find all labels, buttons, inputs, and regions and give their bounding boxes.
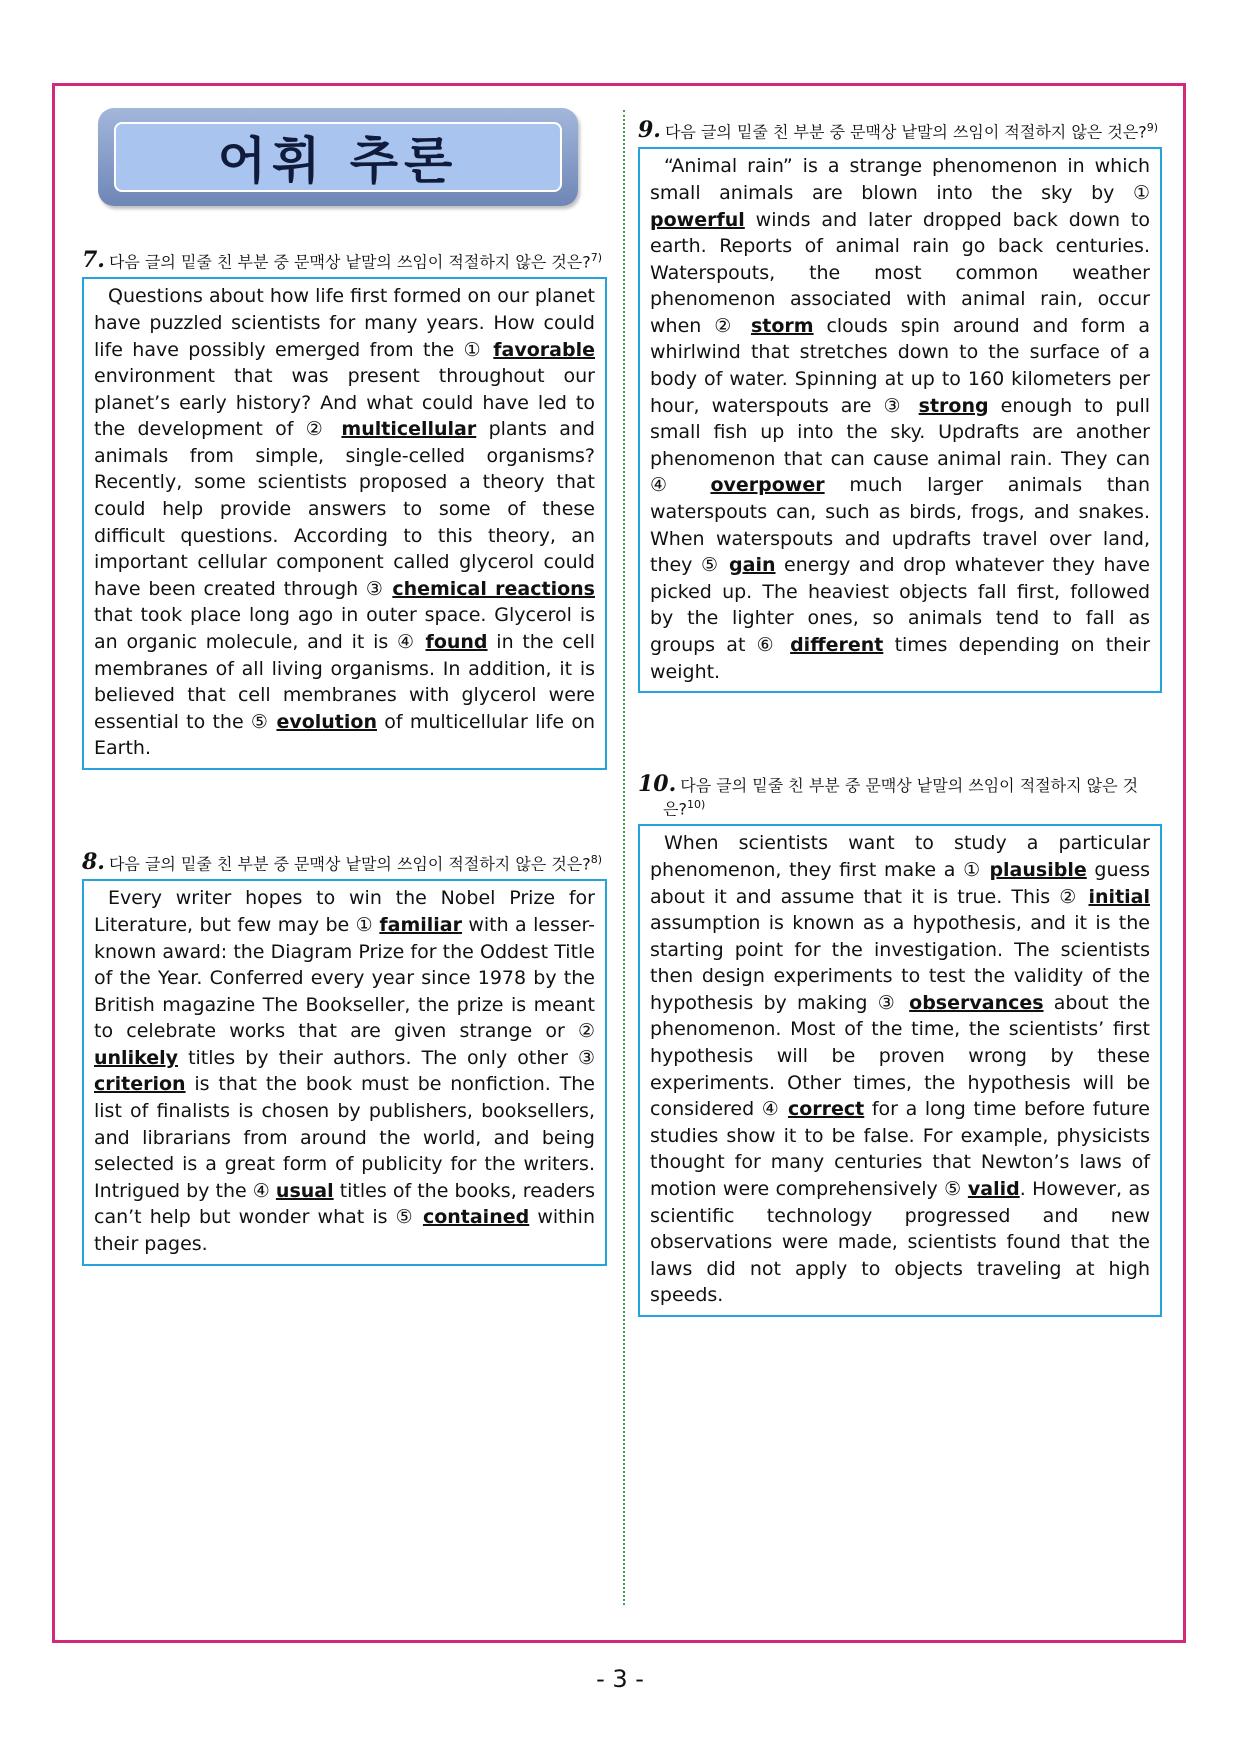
footnote-mark: 9) — [1146, 121, 1159, 134]
underlined-choice: correct — [787, 1098, 865, 1121]
underlined-choice: valid — [967, 1178, 1020, 1201]
passage-box — [638, 147, 1162, 693]
question-prompt: 다음 글의 밑줄 친 부분 중 문맥상 낱말의 쓰임이 적절하지 않은 것은? — [664, 122, 1147, 142]
underlined-choice: powerful — [650, 208, 745, 231]
passage-box — [638, 824, 1162, 1317]
underlined-choice: strong — [918, 394, 989, 417]
underlined-choice: observances — [909, 991, 1044, 1014]
footnote-mark: 8) — [590, 853, 603, 866]
section-title-inner — [114, 122, 562, 192]
question-prompt: 다음 글의 밑줄 친 부분 중 문맥상 낱말의 쓰임이 적절하지 않은 것은? — [108, 854, 591, 874]
underlined-choice: found — [425, 631, 488, 654]
question-header — [82, 247, 607, 274]
underlined-choice: contained — [422, 1206, 530, 1229]
question-number: 10. — [638, 771, 677, 797]
section-title: 어휘 추론 — [217, 132, 459, 190]
underlined-choice: overpower — [710, 474, 825, 497]
underlined-choice: plausible — [989, 858, 1087, 881]
question-8 — [82, 850, 607, 1266]
footnote-mark: 7) — [590, 251, 603, 264]
footnote-mark: 10) — [686, 798, 706, 811]
underlined-choice: unlikely — [94, 1046, 178, 1069]
question-prompt: 다음 글의 밑줄 친 부분 중 문맥상 낱말의 쓰임이 적절하지 않은 것은? — [663, 776, 1139, 819]
passage-box — [82, 277, 607, 770]
passage-text: Every writer hopes to win the Nobel Prize for Literature, but few may be ① familiar with a lesser-known award: the Diagram Prize for the Oddest Title of the Year. Conferred every year since 1978 by the British magazine The Bookseller, the prize is meant to celebrate works that are given strange or ② unlikely titles by their authors. The only other ③ criterion is that the book must be nonfiction. The list of finalists is chosen by publishers, booksellers, and librarians from around the world, and being selected is a great form of publicity for the writers. Intrigued by the ④ usual titles of the books, readers can’t help but wonder what is ⑤ contained within their pages. — [94, 887, 595, 1256]
passage-text: “Animal rain” is a strange phenomenon in which small animals are blown into the sky by ① powerful winds and later dropped back down to earth. Reports of animal rain go back centuries. Waterspouts, the most common weather phenomenon associated with animal rain, occur when ② storm clouds spin around and form a whirlwind that stretches down to the surface of a body of water. Spinning at up to 160 kilometers per hour, waterspouts are ③ strong enough to pull small fish up into the sky. Updrafts are another phenomenon that can cause animal rain. They can ④ overpower much larger animals than waterspouts can, such as birds, frogs, and snakes. When waterspouts and updrafts travel over land, they ⑤ gain energy and drop whatever they have picked up. The heaviest objects fall first, followed by the lighter ones, so animals tend to fall as groups at ⑥ different times depending on their weight. — [650, 155, 1150, 683]
underlined-choice: chemical reactions — [392, 577, 595, 600]
question-number: 7. — [82, 247, 105, 274]
underlined-choice: favorable — [493, 338, 595, 361]
passage-text: Questions about how life first formed on our planet have puzzled scientists for many years. How could life have possibly emerged from the ① favorable environment that was present throughout our planet’s early history? And what could have led to the development of ② multicellular plants and animals from simple, single-celled organisms? Recently, some scientists proposed a theory that could help provide answers to some of these difficult questions. According to this theory, an important cellular component called glycerol could have been created through ③ chemical reactions that took place long ago in outer space. Glycerol is an organic molecule, and it is ④ found in the cell membranes of all living organisms. In addition, it is believed that cell membranes with glycerol were essential to the ⑤ evolution of multicellular life on Earth. — [94, 285, 595, 760]
underlined-choice: criterion — [94, 1073, 186, 1096]
question-header — [82, 849, 607, 876]
question-header — [638, 771, 1162, 819]
question-9 — [638, 118, 1162, 693]
column-divider — [623, 110, 625, 1605]
section-title-badge — [98, 108, 578, 206]
passage-text: When scientists want to study a particular phenomenon, they first make a ① plausible guess about it and assume that it is true. This ② initial assumption is known as a hypothesis, and it is the starting point for the investigation. The scientists then design experiments to test the validity of the hypothesis by making ③ observances about the phenomenon. Most of the time, the scientists’ first hypothesis will be proven wrong by these experiments. Other times, the hypothesis will be considered ④ correct for a long time before future studies show it to be false. For example, physicists thought for many centuries that Newton’s laws of motion were comprehensively ⑤ valid. However, as scientific technology progressed and new observations were made, scientists found that the laws did not apply to objects traveling at high speeds. — [650, 832, 1151, 1307]
underlined-choice: familiar — [379, 913, 462, 936]
underlined-choice: usual — [275, 1179, 334, 1202]
question-7 — [82, 248, 607, 770]
question-number: 9. — [638, 117, 661, 144]
question-number: 8. — [82, 849, 105, 876]
passage-box — [82, 879, 607, 1265]
underlined-choice: different — [790, 634, 884, 657]
page-number: - 3 - — [596, 1665, 644, 1693]
underlined-choice: multicellular — [341, 418, 477, 441]
question-header — [638, 117, 1162, 144]
question-prompt: 다음 글의 밑줄 친 부분 중 문맥상 낱말의 쓰임이 적절하지 않은 것은? — [108, 252, 591, 272]
underlined-choice: evolution — [276, 710, 377, 733]
underlined-choice: storm — [750, 314, 814, 337]
question-10 — [638, 771, 1162, 1317]
underlined-choice: gain — [729, 554, 776, 577]
underlined-choice: initial — [1088, 885, 1150, 908]
